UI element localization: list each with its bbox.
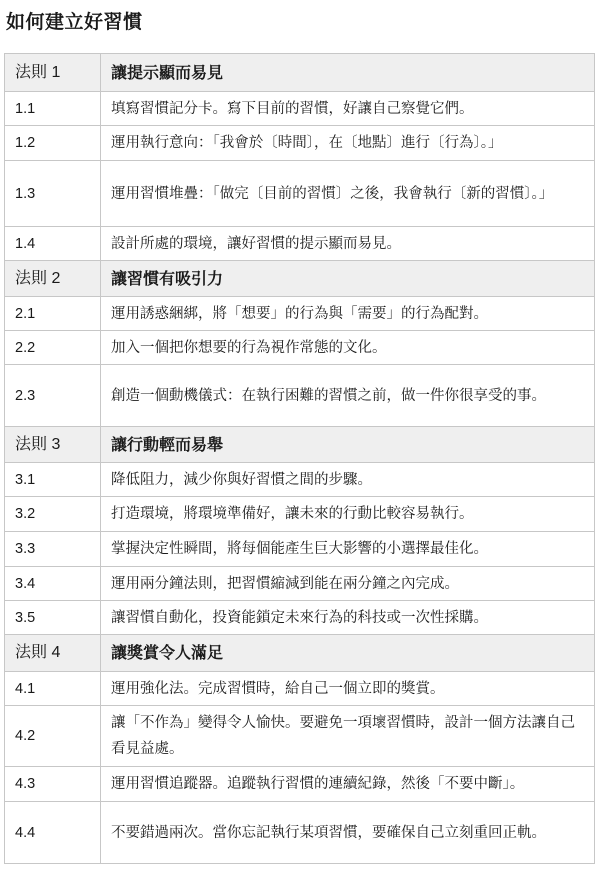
item-number: 1.2 — [5, 126, 101, 161]
table-row — [5, 365, 595, 427]
item-number: 2.3 — [5, 365, 101, 427]
item-text: 填寫習慣記分卡。寫下目前的習慣，好讓自己察覺它們。 — [101, 92, 595, 126]
item-number: 3.4 — [5, 567, 101, 601]
table-row — [5, 706, 595, 767]
item-text: 運用習慣追蹤器。追蹤執行習慣的連續紀錄，然後「不要中斷」。 — [101, 767, 595, 802]
item-text: 運用強化法。完成習慣時，給自己一個立即的獎賞。 — [101, 672, 595, 706]
table-row — [5, 672, 595, 706]
item-number: 3.2 — [5, 497, 101, 532]
table-row — [5, 92, 595, 126]
table-row — [5, 767, 595, 802]
item-number: 3.5 — [5, 601, 101, 635]
table-row — [5, 497, 595, 532]
item-number: 4.2 — [5, 706, 101, 767]
item-number: 3.1 — [5, 463, 101, 497]
table-row — [5, 126, 595, 161]
habit-table — [4, 53, 595, 864]
law-number: 法則 1 — [5, 54, 101, 92]
item-text: 運用兩分鐘法則，把習慣縮減到能在兩分鐘之內完成。 — [101, 567, 595, 601]
table-row — [5, 161, 595, 227]
item-number: 1.4 — [5, 227, 101, 261]
table-row — [5, 532, 595, 567]
law-header-row — [5, 261, 595, 297]
law-header-row — [5, 635, 595, 672]
law-title: 讓提示顯而易見 — [101, 54, 595, 92]
law-title: 讓習慣有吸引力 — [101, 261, 595, 297]
table-row — [5, 463, 595, 497]
item-number: 4.3 — [5, 767, 101, 802]
item-text: 加入一個把你想要的行為視作常態的文化。 — [101, 331, 595, 365]
item-text: 運用習慣堆疊：「做完〔目前的習慣〕之後，我會執行〔新的習慣〕。」 — [101, 161, 595, 227]
table-row — [5, 331, 595, 365]
item-number: 1.3 — [5, 161, 101, 227]
item-number: 1.1 — [5, 92, 101, 126]
law-number: 法則 2 — [5, 261, 101, 297]
law-number: 法則 4 — [5, 635, 101, 672]
item-text: 讓「不作為」變得令人愉快。要避免一項壞習慣時，設計一個方法讓自己看見益處。 — [101, 706, 595, 767]
law-header-row — [5, 54, 595, 92]
item-text: 運用誘惑綑綁，將「想要」的行為與「需要」的行為配對。 — [101, 297, 595, 331]
item-number: 3.3 — [5, 532, 101, 567]
table-row — [5, 802, 595, 864]
item-text: 打造環境，將環境準備好，讓未來的行動比較容易執行。 — [101, 497, 595, 532]
law-number: 法則 3 — [5, 427, 101, 463]
page-title: 如何建立好習慣 — [6, 11, 143, 33]
item-text: 掌握決定性瞬間，將每個能產生巨大影響的小選擇最佳化。 — [101, 532, 595, 567]
table-row — [5, 567, 595, 601]
item-text: 設計所處的環境，讓好習慣的提示顯而易見。 — [101, 227, 595, 261]
item-number: 4.4 — [5, 802, 101, 864]
table-row — [5, 297, 595, 331]
item-text: 降低阻力，減少你與好習慣之間的步驟。 — [101, 463, 595, 497]
law-header-row — [5, 427, 595, 463]
item-text: 運用執行意向：「我會於〔時間〕，在〔地點〕進行〔行為〕。」 — [101, 126, 595, 161]
table-row — [5, 601, 595, 635]
item-number: 2.2 — [5, 331, 101, 365]
law-title: 讓行動輕而易舉 — [101, 427, 595, 463]
item-number: 4.1 — [5, 672, 101, 706]
item-text: 創造一個動機儀式：在執行困難的習慣之前，做一件你很享受的事。 — [101, 365, 595, 427]
table-row — [5, 227, 595, 261]
item-text: 讓習慣自動化，投資能鎖定未來行為的科技或一次性採購。 — [101, 601, 595, 635]
law-title: 讓獎賞令人滿足 — [101, 635, 595, 672]
item-text: 不要錯過兩次。當你忘記執行某項習慣，要確保自己立刻重回正軌。 — [101, 802, 595, 864]
item-number: 2.1 — [5, 297, 101, 331]
